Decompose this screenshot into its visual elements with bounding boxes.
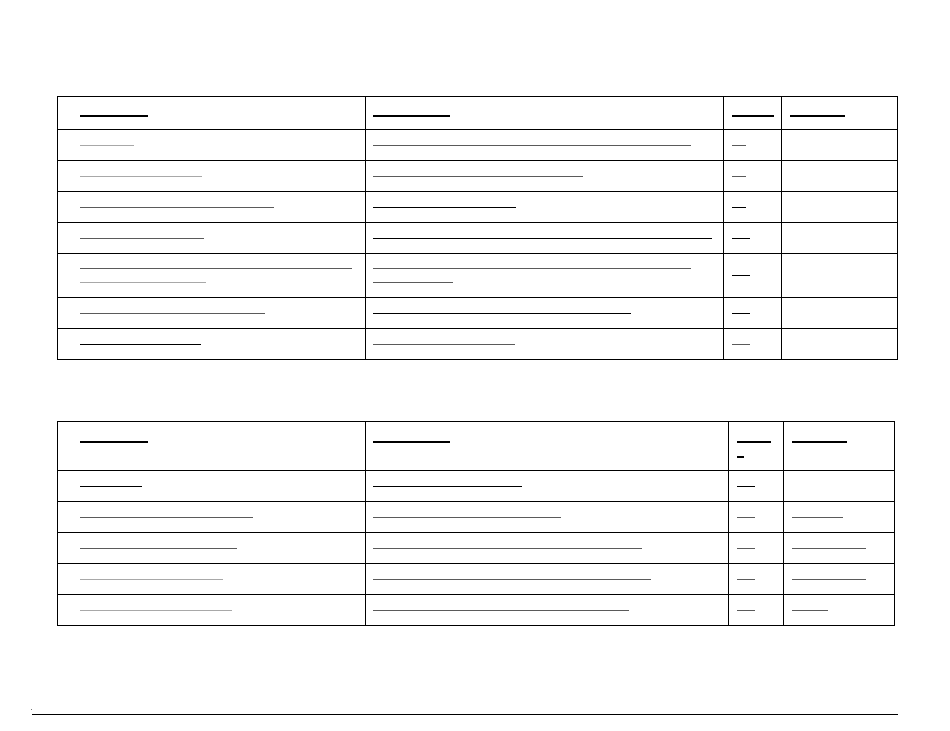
table-cell: [784, 595, 895, 626]
table-cell: [366, 298, 724, 329]
table-cell: [366, 595, 729, 626]
table-cell: [784, 564, 895, 595]
table-cell: [366, 533, 729, 564]
table-2-header-row: [58, 422, 895, 471]
table-2-header-cell: [366, 422, 729, 471]
table-cell: [58, 223, 366, 254]
table-cell: [366, 192, 724, 223]
table-cell: [58, 130, 366, 161]
table-2-header-cell: [729, 422, 784, 471]
table-cell: [724, 223, 782, 254]
table-cell: [366, 502, 729, 533]
table-cell: [58, 161, 366, 192]
table-cell: [58, 298, 366, 329]
table-cell: [366, 329, 724, 360]
table-1: [57, 96, 898, 360]
table-row: [58, 502, 895, 533]
table-1-header-cell: [782, 97, 898, 130]
table-cell: [58, 564, 366, 595]
table-cell: [58, 533, 366, 564]
table-1-header-cell: [366, 97, 724, 130]
table-cell: [784, 471, 895, 502]
table-cell: [58, 595, 366, 626]
table-cell: [729, 564, 784, 595]
table-cell: [58, 329, 366, 360]
table-cell: [782, 161, 898, 192]
table-cell: [729, 595, 784, 626]
table-cell: [58, 254, 366, 298]
table-row: [58, 595, 895, 626]
table-cell: [784, 502, 895, 533]
table-2: [57, 421, 895, 626]
table-cell: [782, 254, 898, 298]
table-cell: [784, 533, 895, 564]
table-row: [58, 192, 898, 223]
table-row: [58, 254, 898, 298]
table-1-header-row: [58, 97, 898, 130]
table-1-header-cell: [58, 97, 366, 130]
table-row: [58, 298, 898, 329]
table-cell: [366, 130, 724, 161]
footer-mark: [31, 709, 32, 710]
table-cell: [782, 329, 898, 360]
table-cell: [366, 161, 724, 192]
table-cell: [724, 161, 782, 192]
table-cell: [724, 192, 782, 223]
table-cell: [782, 130, 898, 161]
table-cell: [58, 471, 366, 502]
table-cell: [724, 254, 782, 298]
table-cell: [724, 298, 782, 329]
table-cell: [366, 223, 724, 254]
table-cell: [58, 502, 366, 533]
table-cell: [366, 254, 724, 298]
table-cell: [724, 329, 782, 360]
table-row: [58, 533, 895, 564]
table-row: [58, 471, 895, 502]
footer-rule: [32, 714, 898, 715]
table-row: [58, 223, 898, 254]
table-cell: [366, 471, 729, 502]
table-2-header-cell: [784, 422, 895, 471]
table-cell: [724, 130, 782, 161]
table-2-header-cell: [58, 422, 366, 471]
table-1-header-cell: [724, 97, 782, 130]
table-cell: [782, 223, 898, 254]
table-row: [58, 130, 898, 161]
table-cell: [729, 471, 784, 502]
table-cell: [729, 533, 784, 564]
table-cell: [782, 298, 898, 329]
table-cell: [58, 192, 366, 223]
table-row: [58, 329, 898, 360]
table-cell: [366, 564, 729, 595]
table-row: [58, 564, 895, 595]
table-cell: [782, 192, 898, 223]
table-cell: [729, 502, 784, 533]
table-row: [58, 161, 898, 192]
